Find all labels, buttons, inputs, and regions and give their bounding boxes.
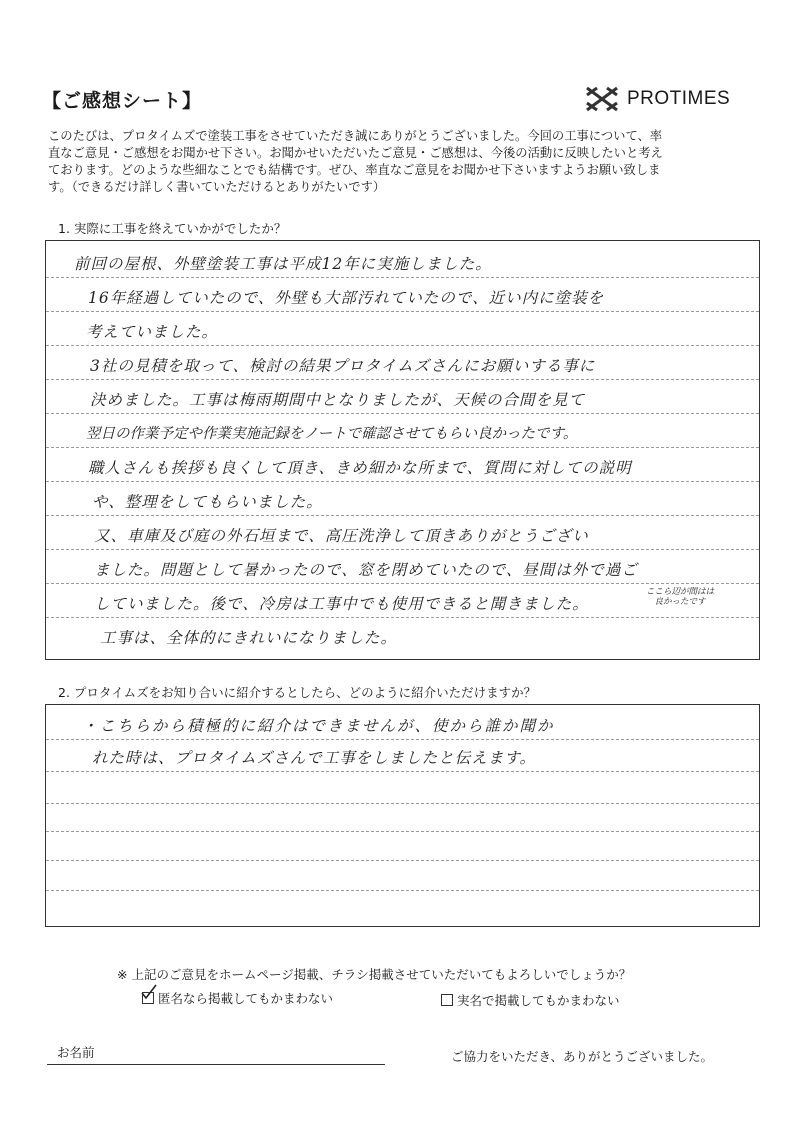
- ruled-line: [46, 481, 759, 482]
- intro-line: ております。どのような些細なことでも結構です。ぜひ、率直なご意見をお聞かせ下さいますようお願い致しま: [48, 163, 661, 177]
- publication-consent-notice: ※ 上記のご意見をホームページ掲載、チラシ掲載させていただいてもよろしいでしょうか？: [117, 967, 632, 982]
- handwritten-line: 職人さんも挨拶も良くして頂き、きめ細かな所まで、質問に対しての説明: [88, 459, 632, 477]
- option-realname[interactable]: [441, 991, 620, 1009]
- intro-line: す。（できるだけ詳しく書いていただけるとありがたいです）: [48, 180, 386, 194]
- name-field-line[interactable]: [47, 1064, 385, 1065]
- handwritten-line: 考えていました。: [86, 323, 219, 341]
- option-anonymous[interactable]: [142, 989, 333, 1007]
- anonymous-checkbox[interactable]: [142, 992, 154, 1004]
- page-title: 【ご感想シート】: [42, 90, 203, 112]
- protimes-logo-icon: [583, 84, 621, 114]
- handwritten-line: 又、車庫及び庭の外石垣まで、高圧洗浄して頂きありがとうござい: [94, 527, 589, 545]
- ruled-line: [46, 617, 759, 618]
- question-2-label: 2. プロタイムズをお知り合いに紹介するとしたら、どのように紹介いただけますか？: [58, 685, 537, 700]
- answer-2-box: [45, 704, 760, 927]
- handwritten-line: ました。問題として暑かったので、窓を閉めていたので、昼間は外で過ご: [94, 561, 638, 579]
- handwritten-line: 16年経過していたので、外壁も大部汚れていたので、近い内に塗装を: [88, 289, 605, 307]
- handwritten-line: 翌日の作業予定や作業実施記録をノートで確認させてもらい良かったです。: [86, 426, 578, 442]
- name-label: お名前: [57, 1045, 95, 1060]
- ruled-line: [46, 771, 759, 772]
- ruled-line: [46, 890, 759, 891]
- handwritten-line: していました。後で、冷房は工事中でも使用できると聞きました。: [94, 595, 589, 613]
- ruled-line: [46, 860, 759, 861]
- ruled-line: [46, 311, 759, 312]
- anonymous-option-label: 匿名なら掲載してもかまわない: [158, 991, 334, 1006]
- handwritten-line: れた時は、プロタイムズさんで工事をしましたと伝えます。: [92, 749, 536, 767]
- handwritten-margin-note: ここら辺が間はは 良かったです: [646, 587, 715, 607]
- question-1-label: 1. 実際に工事を終えていかがでしたか？: [58, 221, 287, 236]
- ruled-line: [46, 345, 759, 346]
- realname-checkbox[interactable]: [441, 994, 453, 1006]
- ruled-line: [46, 549, 759, 550]
- answer-1-box: [45, 240, 760, 660]
- thanks-message: ご協力をいただき、ありがとうございました。: [451, 1049, 714, 1064]
- brand-name: PROTIMES: [627, 88, 731, 109]
- ruled-line: [46, 831, 759, 832]
- intro-line: このたびは、プロタイムズで塗装工事をさせていただき誠にありがとうございました。今回の工事について、率: [48, 129, 663, 143]
- handwritten-line: 工事は、全体的にきれいになりました。: [100, 629, 398, 647]
- intro-text: [48, 128, 748, 196]
- ruled-line: [46, 583, 759, 584]
- handwritten-line: 前回の屋根、外壁塗装工事は平成12年に実施しました。: [74, 255, 492, 273]
- brand-logo: [583, 84, 730, 114]
- ruled-line: [46, 277, 759, 278]
- intro-line: 直なご意見・ご感想をお聞かせ下さい。お聞かせいただいたご意見・ご感想は、今後の活動に反映したいと考え: [48, 146, 663, 160]
- ruled-line: [46, 413, 759, 414]
- ruled-line: [46, 803, 759, 804]
- handwritten-line: 3社の見積を取って、検討の結果プロタイムズさんにお願いする事に: [90, 357, 596, 375]
- handwritten-line: ・こちらから積極的に紹介はできませんが、使から誰か聞か: [82, 717, 555, 735]
- checkmark-icon: [140, 984, 158, 1002]
- handwritten-line: 決めました。工事は梅雨期間中となりましたが、天候の合間を見て: [90, 391, 586, 409]
- handwritten-line: や、整理をしてもらいました。: [92, 493, 323, 511]
- ruled-line: [46, 379, 759, 380]
- realname-option-label: 実名で掲載してもかまわない: [457, 993, 620, 1008]
- ruled-line: [46, 739, 759, 740]
- ruled-line: [46, 447, 759, 448]
- ruled-line: [46, 515, 759, 516]
